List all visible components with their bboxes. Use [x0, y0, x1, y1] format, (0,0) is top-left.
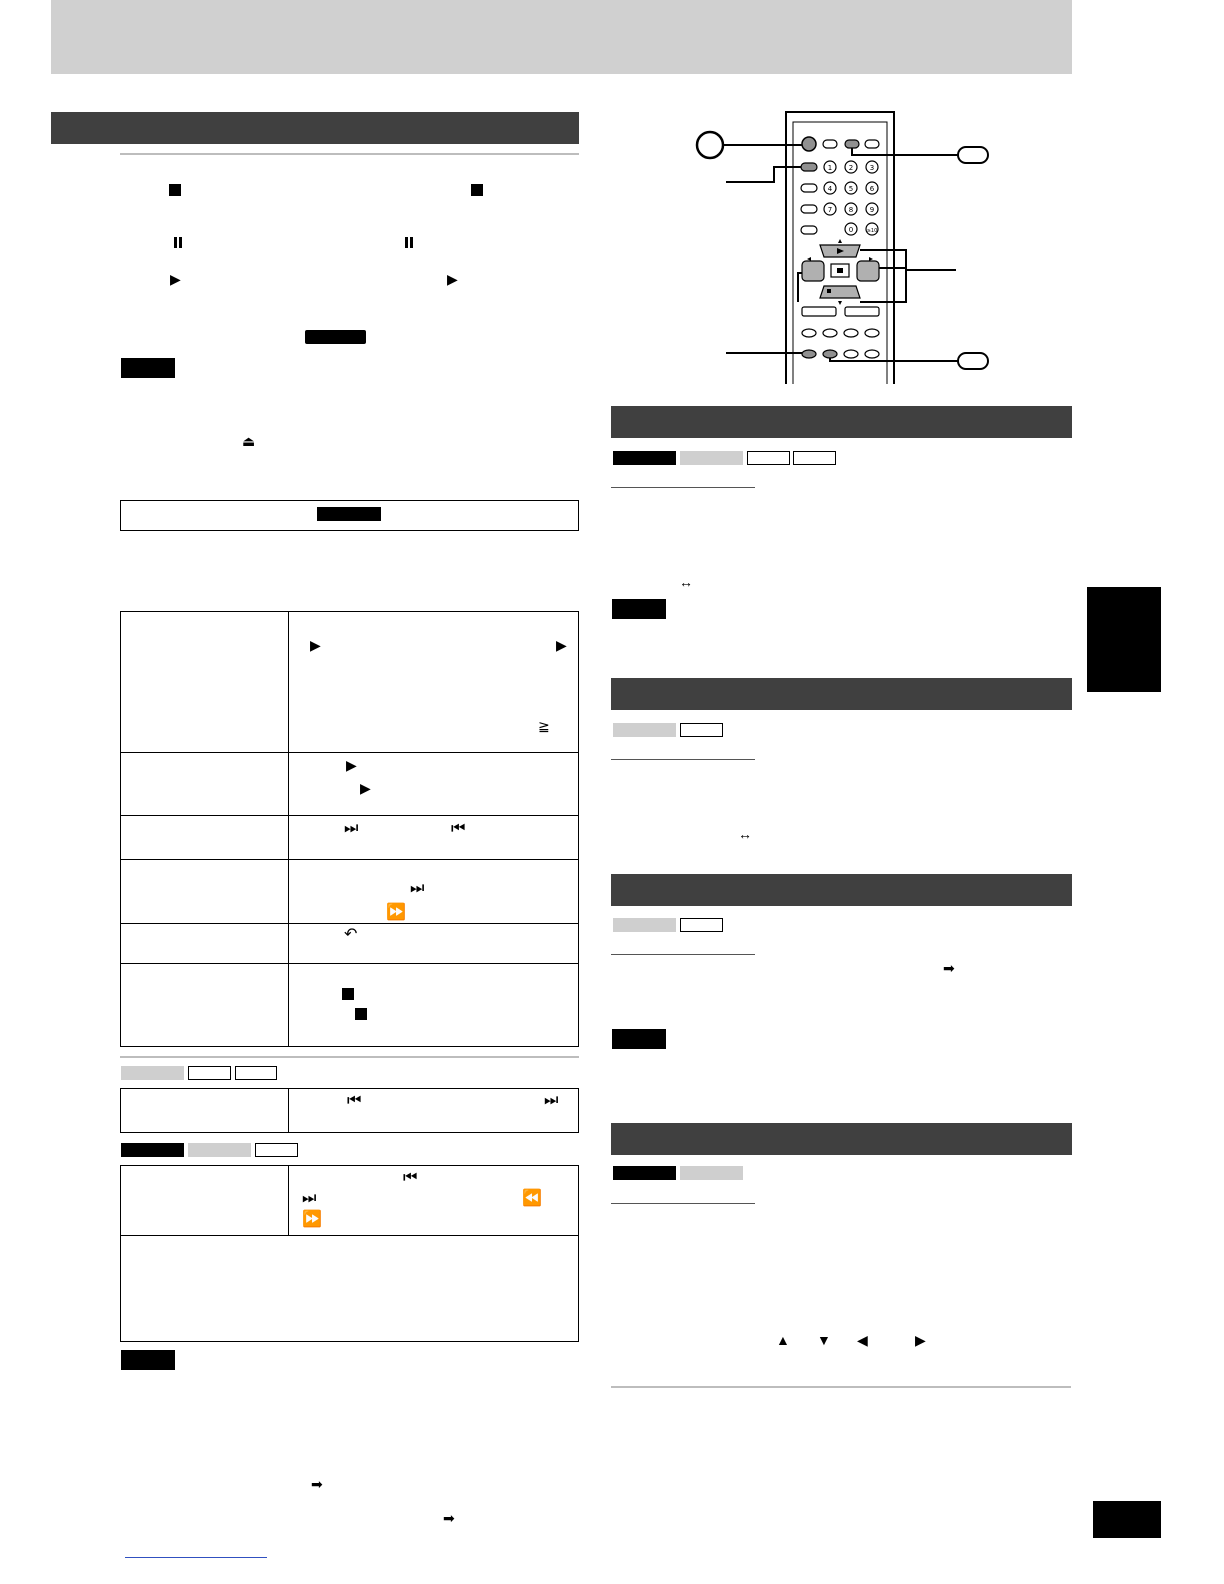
svg-text:≥10: ≥10	[866, 228, 878, 234]
operations-table	[120, 611, 579, 1047]
disc-badge	[121, 1143, 184, 1157]
double-arrow-icon: ↔	[679, 574, 693, 590]
play-icon: ▶	[310, 637, 321, 653]
bold-arrow-right-icon: ➡	[443, 1510, 455, 1526]
pause-icon	[174, 237, 182, 248]
table-column-divider	[288, 612, 289, 1046]
disc-badge	[680, 1166, 743, 1180]
play-icon: ▶	[170, 271, 181, 287]
divider	[611, 1386, 1071, 1388]
disc-badge	[613, 451, 676, 465]
skip-next-icon: ⏭	[410, 880, 425, 897]
up-icon: ▲	[776, 1332, 790, 1348]
fast-forward-icon: ⏩	[302, 1211, 322, 1228]
skip-prev-icon: ⏮	[403, 1169, 418, 1186]
skip-next-icon: ⏭	[302, 1190, 317, 1207]
table-row-divider	[121, 1235, 578, 1236]
table-row-divider	[121, 752, 578, 753]
disc-badge	[188, 1066, 231, 1080]
disc-badge	[255, 1143, 298, 1157]
stop-icon	[342, 988, 354, 1000]
down-icon: ▼	[817, 1332, 831, 1348]
right-icon: ▶	[915, 1332, 926, 1348]
disc-badge	[680, 451, 743, 465]
divider	[120, 153, 579, 155]
remote-control-illustration	[690, 108, 1000, 388]
disc-badge	[680, 723, 723, 737]
callout-circle	[697, 132, 723, 158]
disc-badge	[613, 723, 676, 737]
disc-badge	[747, 451, 790, 465]
svg-text:0: 0	[848, 226, 854, 234]
pause-icon	[405, 237, 413, 248]
note-label	[612, 1029, 666, 1049]
power-button	[802, 137, 816, 151]
eject-icon: ⏏	[242, 433, 256, 449]
svg-text:5: 5	[848, 185, 854, 193]
link-underline	[125, 1557, 267, 1558]
disc-badge	[613, 1166, 676, 1180]
section-header-bar	[611, 406, 1072, 438]
disc-badge	[121, 1066, 184, 1080]
disc-badge	[317, 507, 381, 521]
svg-text:1: 1	[827, 164, 833, 172]
disc-badge	[793, 451, 836, 465]
callout-oval	[958, 353, 988, 369]
svg-text:3: 3	[869, 164, 875, 172]
geq-symbol: ≧	[538, 718, 550, 734]
table-column-divider	[288, 1089, 289, 1132]
svg-text:6: 6	[869, 185, 875, 193]
play-icon: ▶	[360, 780, 371, 796]
fast-forward-icon: ⏩	[386, 904, 406, 921]
divider	[611, 954, 755, 955]
table-row-divider	[121, 859, 578, 860]
stop-icon	[169, 184, 181, 196]
disc-badge	[188, 1143, 251, 1157]
table-row-divider	[121, 923, 578, 924]
table-column-divider	[288, 1166, 289, 1235]
skip-next-icon: ⏭	[544, 1092, 559, 1109]
bold-arrow-right-icon: ➡	[943, 960, 955, 976]
skip-prev-icon: ⏮	[451, 820, 466, 837]
bold-arrow-right-icon: ➡	[311, 1476, 323, 1492]
table-row-divider	[121, 963, 578, 964]
play-icon: ▶	[346, 757, 357, 773]
svg-text:8: 8	[848, 206, 854, 214]
side-index-tab	[1087, 587, 1161, 692]
left-icon: ◀	[857, 1332, 868, 1348]
search-table	[120, 1165, 579, 1342]
note-label	[121, 358, 175, 378]
stop-icon	[471, 184, 483, 196]
table-row-divider	[121, 815, 578, 816]
double-arrow-icon: ↔	[738, 826, 752, 842]
skip-table	[120, 1088, 579, 1133]
skip-prev-icon: ⏮	[347, 1092, 362, 1109]
note-label	[121, 1350, 175, 1370]
play-icon: ▶	[556, 637, 567, 653]
header-band	[51, 0, 1072, 74]
section-header-bar	[611, 678, 1072, 710]
disc-badge	[613, 918, 676, 932]
stop-icon	[355, 1008, 367, 1020]
divider	[120, 1056, 579, 1058]
disc-badge	[305, 330, 366, 344]
return-icon: ↶	[344, 926, 358, 943]
section-header-bar	[611, 874, 1072, 906]
page-number-box	[1093, 1501, 1161, 1538]
divider	[611, 487, 755, 488]
svg-text:9: 9	[869, 206, 875, 214]
svg-text:2: 2	[848, 164, 854, 172]
note-label	[612, 599, 666, 619]
section-header-bar-left	[51, 112, 579, 144]
svg-text:7: 7	[827, 206, 833, 214]
play-icon: ▶	[447, 271, 458, 287]
disc-badge	[680, 918, 723, 932]
section-header-bar	[611, 1123, 1072, 1155]
divider	[611, 759, 755, 760]
info-box	[120, 500, 579, 531]
rewind-icon: ⏪	[522, 1190, 542, 1207]
skip-next-icon: ⏭	[344, 820, 359, 837]
callout-oval	[958, 147, 988, 163]
svg-text:4: 4	[827, 185, 833, 193]
disc-badge	[235, 1066, 277, 1080]
divider	[611, 1203, 755, 1204]
